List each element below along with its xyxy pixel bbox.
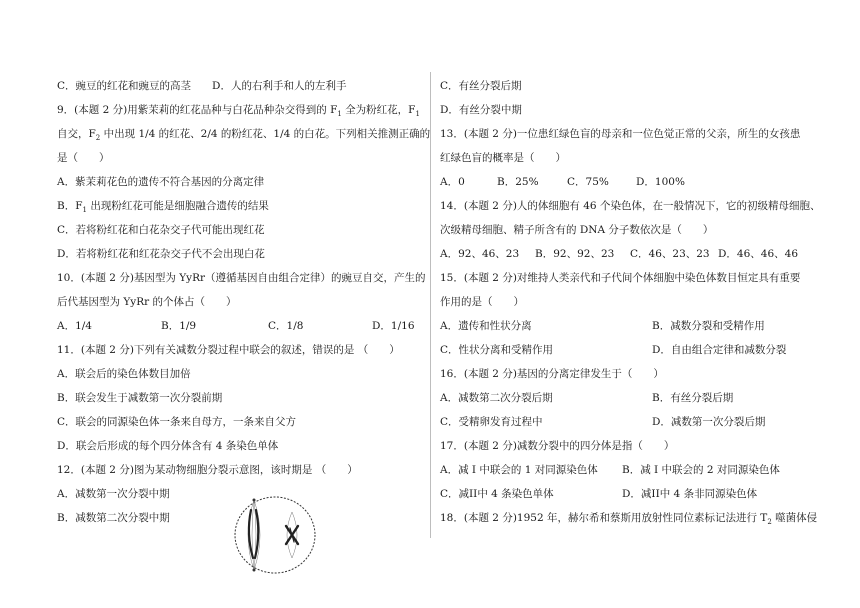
q10-option-a[interactable]: A．1/4: [57, 320, 92, 332]
q15-option-b[interactable]: B．减数分裂和受精作用: [652, 320, 765, 332]
q10-stem-line1: 10．(本题 2 分)基因型为 YyRr（遵循基因自由组合定律）的豌豆自交，产生的: [57, 272, 426, 284]
q14-option-c[interactable]: C．46、23、23: [630, 248, 710, 260]
q11-option-c[interactable]: C．联会的同源染色体一条来自母方，一条来自父方: [57, 416, 297, 428]
q9-option-a[interactable]: A．紫茉莉花色的遗传不符合基因的分离定律: [57, 176, 265, 188]
chromosome-right: [286, 526, 298, 544]
q15-stem-line1: 15．(本题 2 分)对维持人类亲代和子代间个体细胞中染色体数目恒定具有重要: [440, 272, 801, 284]
q14-option-a[interactable]: A．92、46、23: [440, 248, 520, 260]
q17-option-d[interactable]: D．减II中 4 条非同源染色体: [622, 488, 758, 500]
cell-membrane: [235, 497, 315, 573]
centriole-top: [253, 499, 256, 502]
q9-stem-line1: 9．(本题 2 分)用紫茉莉的红花品种与白花品种杂交得到的 $F_1$ 全为粉红花，$F_1$: [57, 104, 420, 119]
q15-option-a[interactable]: A．遗传和性状分离: [440, 320, 532, 332]
q16-option-a[interactable]: A．减数第二次分裂后期: [440, 392, 553, 404]
q8-option-cd: C．豌豆的红花和豌豆的高茎 D．人的右利手和人的左利手: [57, 80, 347, 92]
q15-stem-line2: 作用的是（ ）: [440, 296, 524, 308]
q16-option-b[interactable]: B．有丝分裂后期: [652, 392, 734, 404]
q12-stem: 12．(本题 2 分)图为某动物细胞分裂示意图，该时期是 （ ）: [57, 464, 358, 476]
q13-option-c[interactable]: C．75%: [567, 176, 609, 188]
centriole-bottom: [253, 569, 256, 572]
q18-stem-line1: 18．(本题 2 分)1952 年，赫尔希和蔡斯用放射性同位素标记法进行 $T_2$ 噬菌体侵: [440, 512, 818, 527]
q9-option-d[interactable]: D．若将粉红花和红花杂交子代不会出现白花: [57, 248, 265, 260]
q16-stem: 16．(本题 2 分)基因的分离定律发生于（ ）: [440, 368, 664, 380]
cell-division-figure: [232, 492, 318, 578]
q11-option-a[interactable]: A．联会后的染色体数目加倍: [57, 368, 191, 380]
q9-option-b[interactable]: B．$F_1$ 出现粉红花可能是细胞融合遗传的结果: [57, 200, 269, 215]
q16-option-d[interactable]: D．减数第一次分裂后期: [652, 416, 766, 428]
q9-stem-line2: 自交，$F_2$ 中出现 1/4 的红花、2/4 的粉红花、1/4 的白花。下列相关推测正确的: [57, 128, 431, 143]
q14-option-b[interactable]: B．92、92、23: [535, 248, 615, 260]
q13-option-b[interactable]: B．25%: [497, 176, 539, 188]
q11-option-b[interactable]: B．联会发生于减数第一次分裂前期: [57, 392, 223, 404]
column-divider: [430, 72, 431, 538]
q13-stem-line2: 红绿色盲的概率是（ ）: [440, 152, 566, 164]
q15-option-d[interactable]: D．自由组合定律和减数分裂: [652, 344, 787, 356]
q10-option-c[interactable]: C．1/8: [268, 320, 304, 332]
q9-stem-line3: 是（ ）: [57, 152, 110, 164]
q11-option-d[interactable]: D．联会后形成的每个四分体含有 4 条染色单体: [57, 440, 279, 452]
q12-option-a[interactable]: A．减数第一次分裂中期: [57, 488, 170, 500]
q12-option-b[interactable]: B．减数第二次分裂中期: [57, 512, 170, 524]
q17-stem: 17．(本题 2 分)减数分裂中的四分体是指（ ）: [440, 440, 675, 452]
q17-option-a[interactable]: A．减 I 中联会的 1 对同源染色体: [440, 464, 598, 476]
q10-option-b[interactable]: B．1/9: [161, 320, 197, 332]
q10-option-d[interactable]: D．1/16: [372, 320, 415, 332]
q13-stem-line1: 13．(本题 2 分)一位患红绿色盲的母亲和一位色觉正常的父亲，所生的女孩患: [440, 128, 801, 140]
q9-option-c[interactable]: C．若将粉红花和白花杂交子代可能出现红花: [57, 224, 265, 236]
q14-stem-line2: 次级精母细胞、精子所含有的 DNA 分子数依次是（ ）: [440, 224, 714, 236]
q17-option-c[interactable]: C．减II中 4 条染色单体: [440, 488, 554, 500]
q17-option-b[interactable]: B．减 I 中联会的 2 对同源染色体: [622, 464, 780, 476]
q13-option-a[interactable]: A．0: [440, 176, 465, 188]
q16-option-c[interactable]: C．受精卵发育过程中: [440, 416, 543, 428]
q12-option-c[interactable]: C．有丝分裂后期: [440, 80, 522, 92]
q10-stem-line2: 后代基因型为 YyRr 的个体占（ ）: [57, 296, 237, 308]
q12-option-d[interactable]: D．有丝分裂中期: [440, 104, 522, 116]
q11-stem: 11．(本题 2 分)下列有关减数分裂过程中联会的叙述，错误的是 （ ）: [57, 344, 400, 356]
q14-stem-line1: 14．(本题 2 分)人的体细胞有 46 个染色体，在一般情况下，它的初级精母细胞、: [440, 200, 821, 212]
q15-option-c[interactable]: C．性状分离和受精作用: [440, 344, 554, 356]
q13-option-d[interactable]: D．100%: [636, 176, 685, 188]
chromosome-left: [249, 510, 258, 558]
q14-option-d[interactable]: D．46、46、46: [718, 248, 799, 260]
